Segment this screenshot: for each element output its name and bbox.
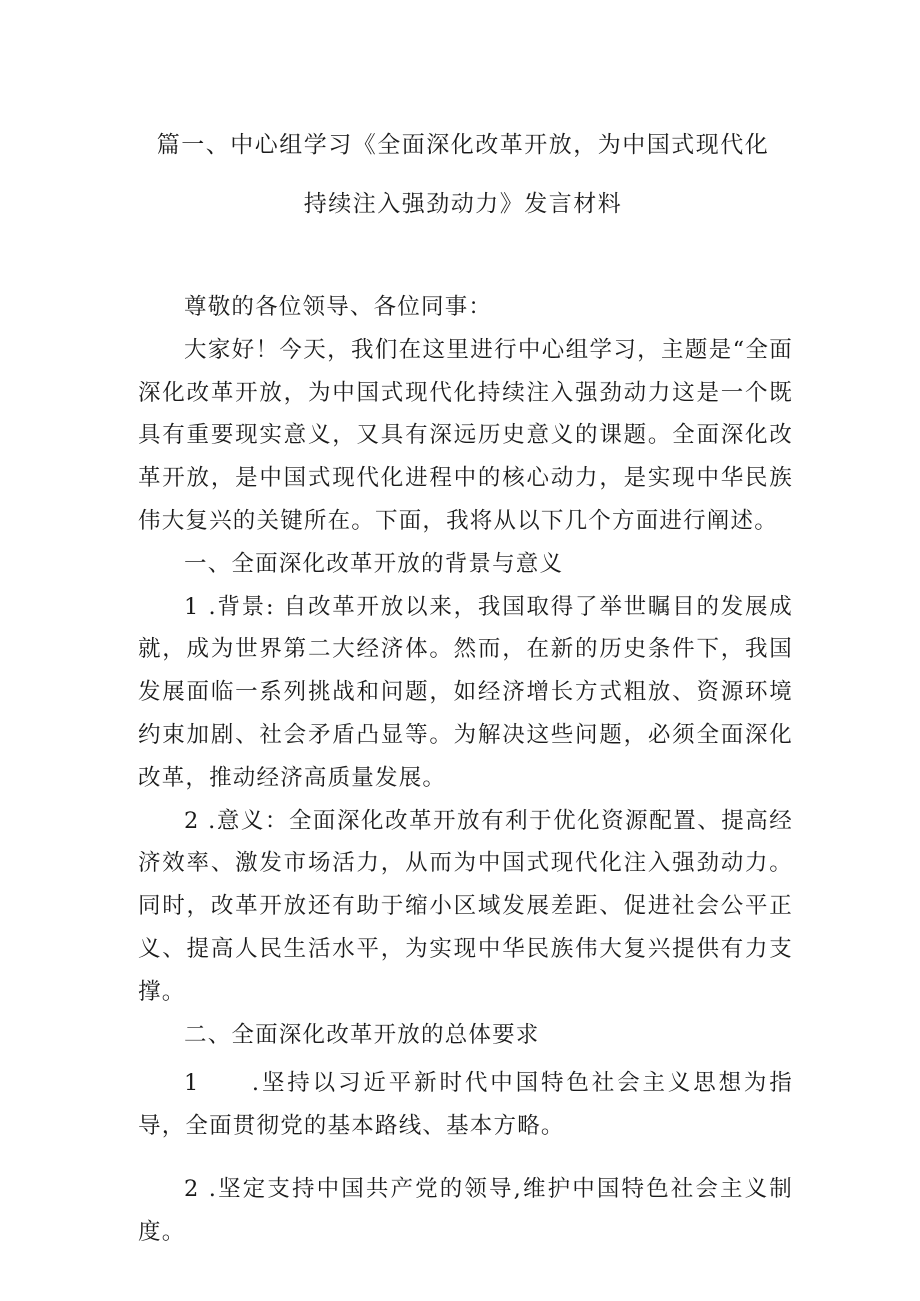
document-body [138, 286, 793, 1254]
document-title-line-1: 篇一、中心组学习《全面深化改革开放，为中国式现代化 [156, 132, 770, 158]
paragraph-greeting: 尊敬的各位领导、各位同事： [184, 294, 493, 320]
paragraph-background: 1 .背景: 自改革开放以来，我国取得了举世瞩目的发展成就，成为世界第二大经济体。然而，在新的历史条件下，我国发展面临一系列挑战和问题，如经济增长方式粗放、资源环境约束加剧、社会矛盾凸显等。为解决这些问题，必须全面深化改革，推动经济高质量发展。 [138, 593, 793, 791]
paragraph-significance: 2 .意义：全面深化改革开放有利于优化资源配置、提高经济效率、激发市场活力，从而为中国式现代化注入强劲动力。同时，改革开放还有助于缩小区域发展差距、促进社会公平正义、提高人民生活水平，为实现中华民族伟大复兴提供有力支撑。 [138, 807, 793, 1005]
section-heading-2: 二、全面深化改革开放的总体要求 [184, 1021, 540, 1048]
paragraph-intro: 大家好！今天，我们在这里进行中心组学习，主题是“全面深化改革开放，为中国式现代化持续注入强劲动力这是一个既具有重要现实意义，又具有深远历史意义的课题。全面深化改革开放，是中国式现代化进程中的核心动力，是实现中华民族伟大复兴的关键所在。下面，我将从以下几个方面进行阐述。 [138, 336, 793, 534]
paragraph-requirement-1: 1 .坚持以习近平新时代中国特色社会主义思想为指导，全面贯彻党的基本路线、基本方略。 [138, 1070, 793, 1140]
paragraph-requirement-2: 2 .坚定支持中国共产党的领导,维护中国特色社会主义制度。 [138, 1175, 793, 1245]
document-title-line-2: 持续注入强劲动力》发言材料 [303, 191, 623, 217]
section-heading-1: 一、全面深化改革开放的背景与意义 [184, 550, 564, 577]
